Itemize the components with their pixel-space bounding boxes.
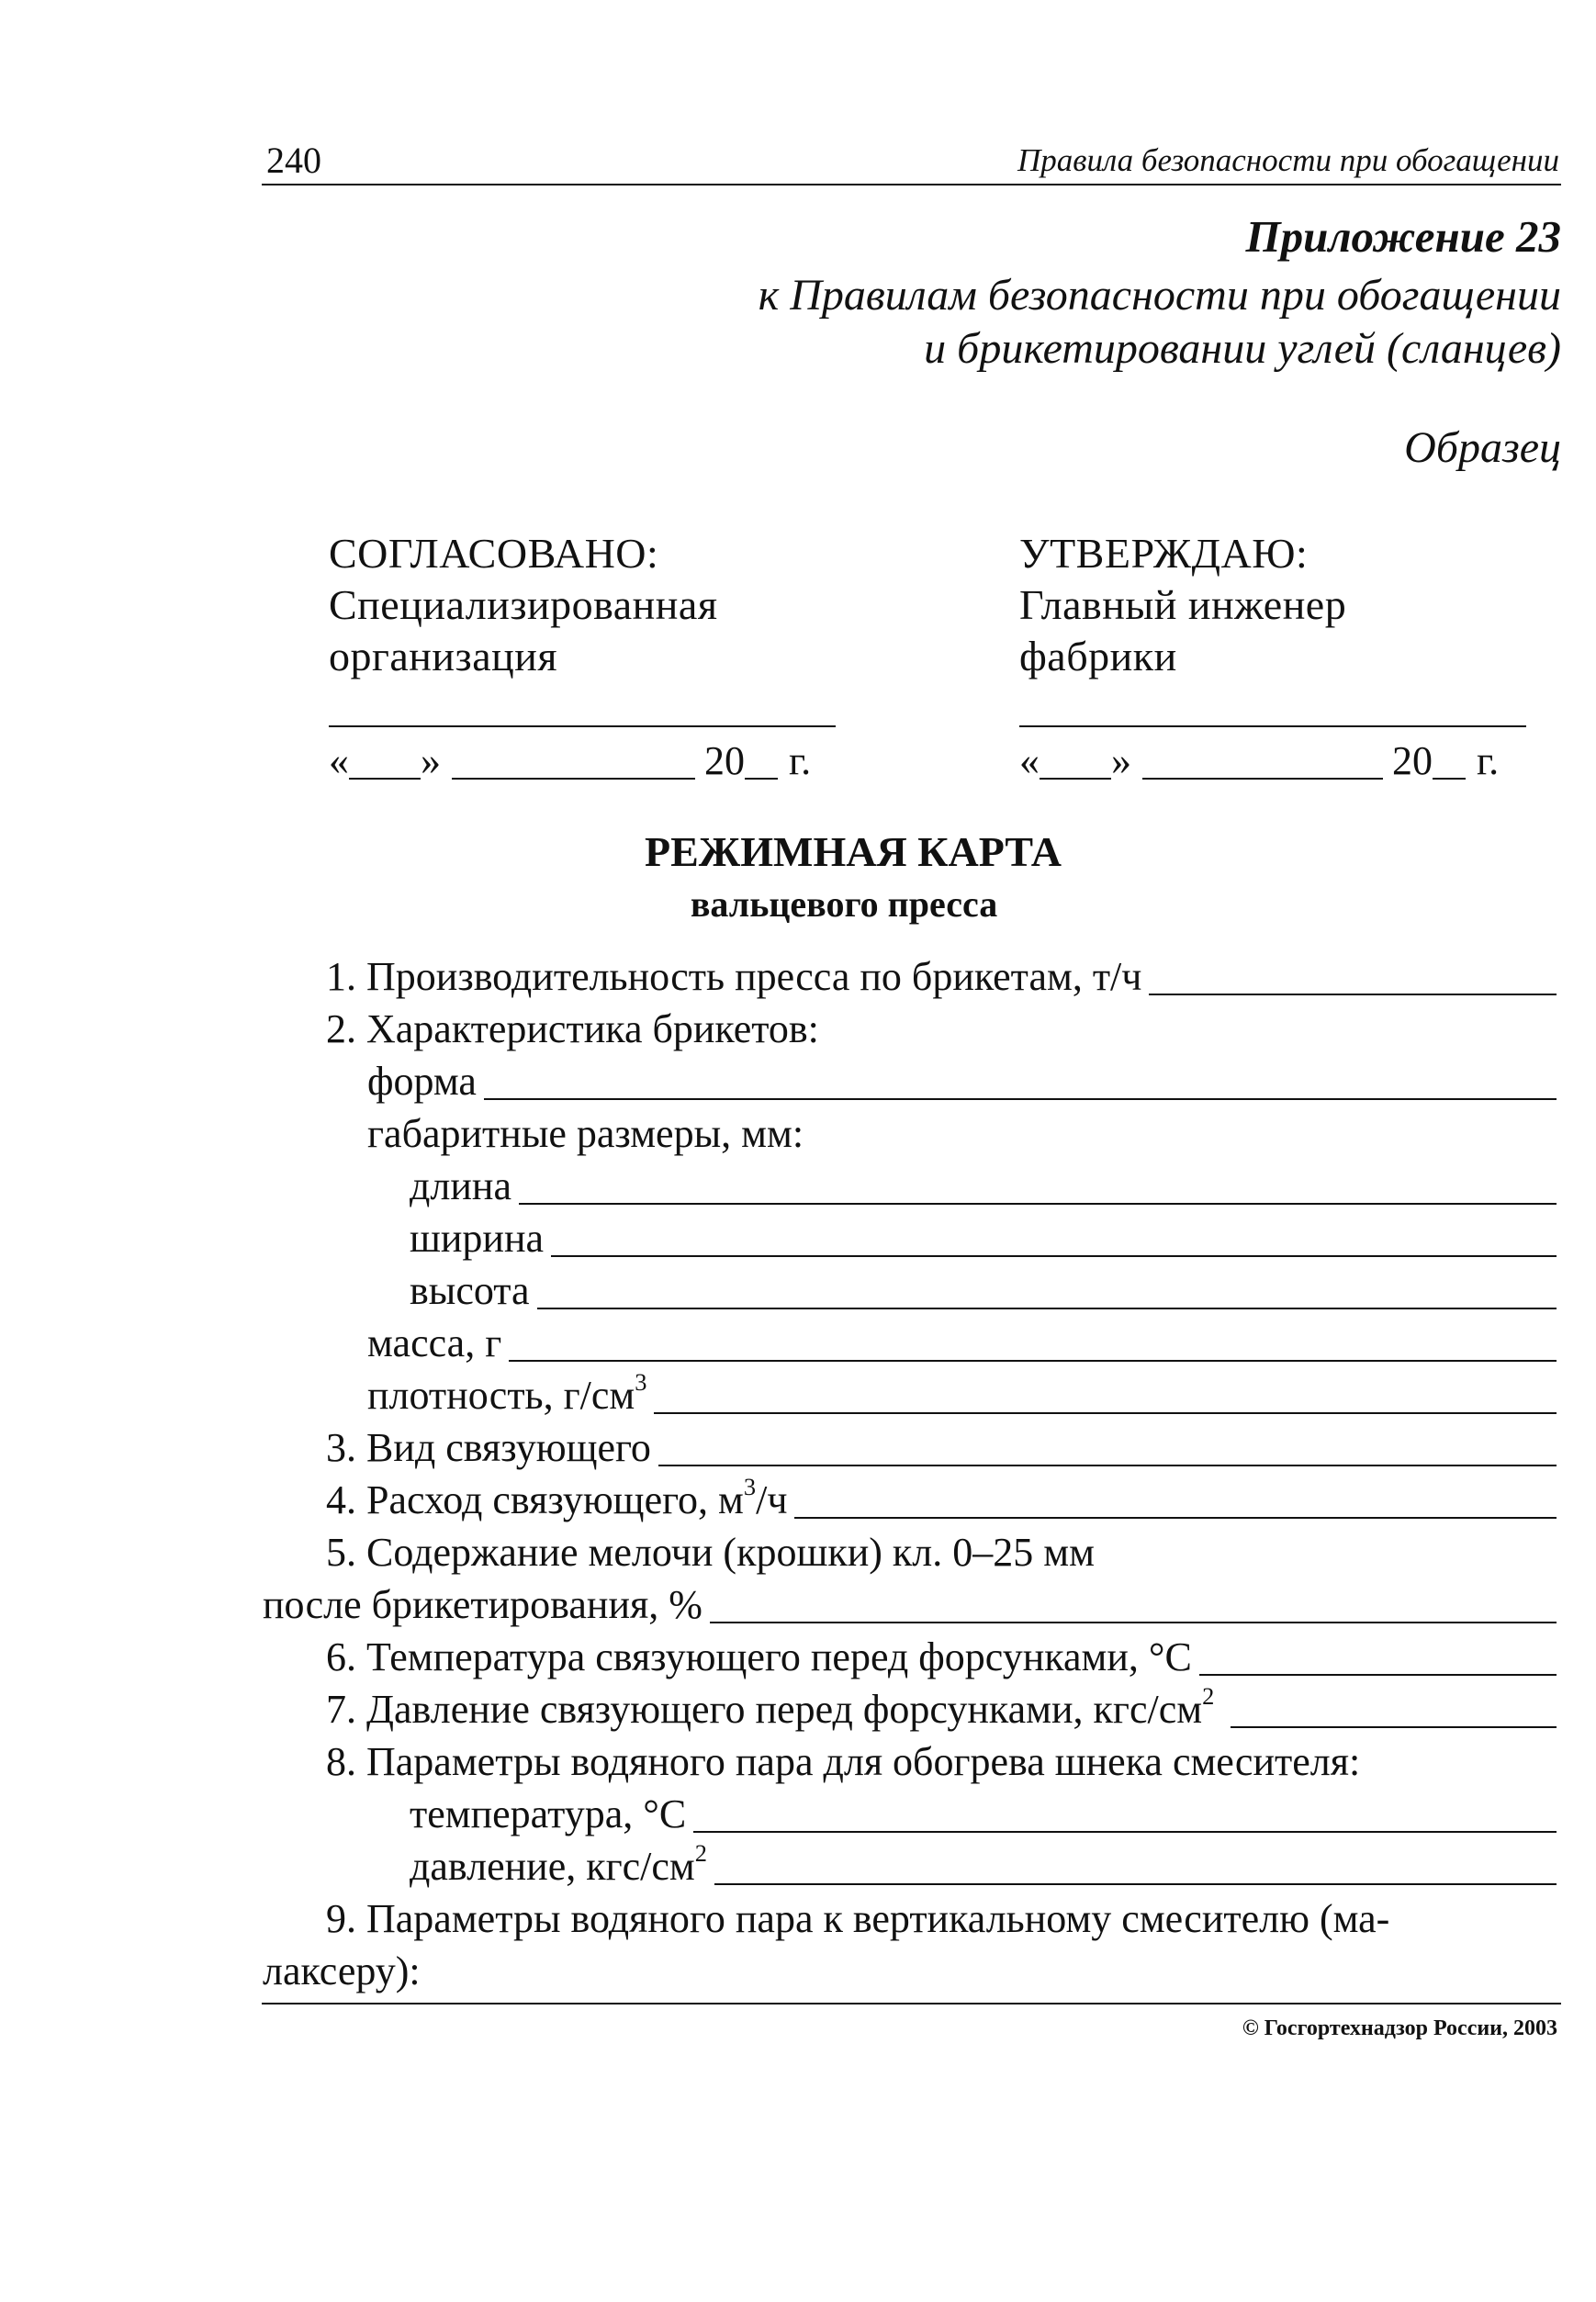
item-mass-label: масса, г [367,1320,502,1365]
item-temperature [410,1788,1557,1841]
agreed-date-row [329,735,884,788]
item-8 [326,1735,1557,1789]
approve-heading: УТВЕРЖДАЮ: [1019,530,1309,577]
item-6 [326,1631,1557,1684]
item-9-label: 9. Параметры водяного пара к вертикальному смесителю (ма- [326,1896,1390,1941]
item-shape-blank [484,1098,1557,1100]
item-length-blank [519,1203,1557,1205]
item-density [367,1369,1557,1422]
item-4-blank [794,1517,1557,1519]
item-density-label: плотность, $г/см^3$ [367,1368,647,1418]
item-5-cont-label: после брикетирования, % [263,1582,702,1627]
item-width-blank [551,1255,1557,1257]
quote-close: » [1111,738,1131,783]
item-shape [367,1055,1557,1108]
agreed-line-2: организация [329,633,557,679]
appendix-line-1: к Правилам безопасности при обогащении [758,271,1561,320]
appendix-title: Приложение 23 [1245,211,1561,262]
item-1-label: 1. Производительность пресса по брикетам, т/ч [326,954,1142,999]
agreed-heading: СОГЛАСОВАНО: [329,530,659,577]
item-3-blank [658,1465,1557,1466]
item-pressure-blank [714,1883,1557,1885]
year-blank [1433,778,1466,780]
copyright: © Госгортехнадзор России, 2003 [1242,2016,1557,2040]
year-suffix: г. [789,738,812,783]
item-4 [326,1474,1557,1527]
item-9-cont [263,1945,1557,1998]
item-6-label: 6. Температура связующего перед форсунками, °С [326,1634,1192,1679]
item-7 [326,1683,1557,1736]
item-2-label: 2. Характеристика брикетов: [326,1006,819,1051]
page-number: 240 [266,140,321,181]
item-width-label: ширина [410,1216,545,1261]
item-7-label: 7. Давление связующего перед форсунками, кгс/$см^2$ [326,1682,1215,1732]
item-1-blank [1149,994,1557,995]
item-5-cont [263,1578,1557,1632]
item-height-blank [537,1308,1557,1309]
item-mass-blank [509,1360,1557,1362]
item-pressure-label: давление, кгс/$см^2$ [410,1839,707,1889]
item-4-label: 4. Расход связующего, $м^3/ч$ [326,1473,788,1522]
agreed-line-1: Специализированная [329,581,718,628]
item-7-blank [1231,1726,1557,1728]
header-rule [262,184,1561,185]
quote-open: « [329,738,349,783]
doc-subtitle: вальцевого пресса [690,883,998,925]
item-3 [326,1421,1557,1475]
item-5 [326,1526,1557,1579]
item-temperature-blank [693,1831,1557,1833]
day-blank [1040,778,1111,780]
item-6-blank [1199,1674,1557,1676]
month-blank [452,778,695,780]
item-dimensions [367,1107,1557,1161]
quote-close: » [421,738,441,783]
item-length [410,1160,1557,1213]
approve-date-row [1019,735,1561,788]
year-prefix: 20 [704,738,745,783]
item-8-label: 8. Параметры водяного пара для обогрева шнека смесителя: [326,1739,1361,1784]
appendix-line-2: и брикетировании углей (сланцев) [924,324,1561,373]
item-9-cont-label: лаксеру): [263,1948,421,1993]
item-1 [326,950,1557,1004]
item-height [410,1264,1557,1318]
item-2 [326,1003,1557,1056]
agreed-signature-line [329,725,836,727]
item-shape-label: форма [367,1059,477,1104]
item-5-blank [710,1622,1557,1623]
running-title: Правила безопасности при обогащении [1017,142,1559,178]
item-length-label: длина [410,1163,511,1208]
year-blank [745,778,778,780]
year-suffix: г. [1477,738,1500,783]
approve-line-1: Главный инженер [1019,581,1347,628]
item-density-blank [654,1412,1557,1414]
item-9 [326,1892,1557,1946]
item-temperature-label: температура, °С [410,1791,687,1836]
quote-open: « [1019,738,1040,783]
approve-line-2: фабрики [1019,633,1177,679]
doc-title: РЕЖИМНАЯ КАРТА [644,828,1062,875]
month-blank [1142,778,1383,780]
day-blank [349,778,421,780]
approve-signature-line [1019,725,1526,727]
footer-rule [262,2003,1561,2004]
item-width [410,1212,1557,1265]
item-dimensions-label: габаритные размеры, мм: [367,1111,804,1156]
item-height-label: высота [410,1268,530,1313]
item-5-label: 5. Содержание мелочи (крошки) кл. 0–25 мм [326,1530,1095,1575]
sample-label: Образец [1404,423,1561,472]
year-prefix: 20 [1392,738,1433,783]
item-mass [367,1317,1557,1370]
item-3-label: 3. Вид связующего [326,1425,651,1470]
item-pressure [410,1840,1557,1893]
